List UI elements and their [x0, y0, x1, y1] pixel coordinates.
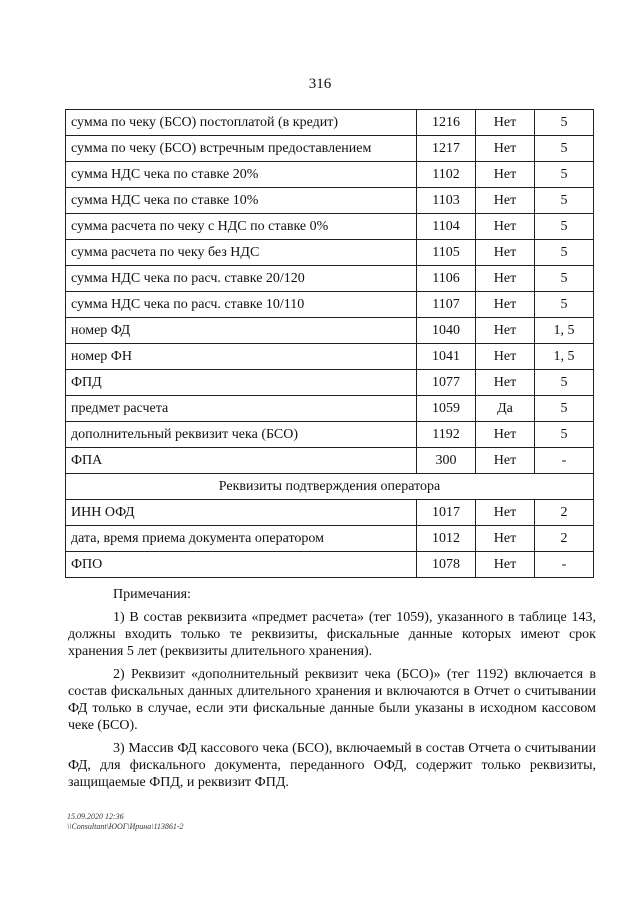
- format-cell: 5: [535, 110, 594, 136]
- table-row: [66, 214, 594, 240]
- table-row: [66, 500, 594, 526]
- requisite-name-cell: сумма по чеку (БСО) постоплатой (в кредит): [66, 110, 417, 136]
- table-row: [66, 266, 594, 292]
- notes-block: [68, 586, 596, 797]
- note-item: 3) Массив ФД кассового чека (БСО), включаемый в состав Отчета о считывании ФД, для фискального документа, переданного ОФД, содержит только реквизиты, защищаемые ФПД, и реквизит ФПД.: [68, 741, 596, 790]
- footer-stamp: [67, 812, 184, 832]
- table-row: [66, 318, 594, 344]
- note-item: 1) В состав реквизита «предмет расчета» (тег 1059), указанного в таблице 143, должны входить только те реквизиты, фискальные данные которых имеют срок хранения 5 лет (реквизиты длительного хранения).: [68, 610, 596, 659]
- footer-path: \\Consultant\ЮОГ\Ирина\113861-2: [67, 822, 184, 831]
- table-row: [66, 370, 594, 396]
- table-row: [66, 396, 594, 422]
- note-item: 2) Реквизит «дополнительный реквизит чека (БСО)» (тег 1192) включается в состав фискальных данных длительного хранения и включаются в Отчет о считывании ФД только в случае, если эти фискальные данные были указаны в исходном кассовом чеке (БСО).: [68, 667, 596, 733]
- format-cell: 1, 5: [535, 344, 594, 370]
- tag-cell: 1104: [417, 214, 476, 240]
- table-row: [66, 110, 594, 136]
- format-cell: 2: [535, 500, 594, 526]
- page-number: 316: [308, 76, 332, 92]
- required-cell: Да: [476, 396, 535, 422]
- required-cell: Нет: [476, 500, 535, 526]
- requisite-name-cell: дата, время приема документа оператором: [66, 526, 417, 552]
- table-row: [66, 292, 594, 318]
- required-cell: Нет: [476, 370, 535, 396]
- requisite-name-cell: сумма НДС чека по ставке 10%: [66, 188, 417, 214]
- requisite-name-cell: ИНН ОФД: [66, 500, 417, 526]
- table-row: [66, 526, 594, 552]
- footer-timestamp: 15.09.2020 12:36: [67, 812, 124, 821]
- format-cell: -: [535, 448, 594, 474]
- format-cell: 2: [535, 526, 594, 552]
- tag-cell: 1217: [417, 136, 476, 162]
- table-row: [66, 188, 594, 214]
- requisite-name-cell: сумма по чеку (БСО) встречным предоставлением: [66, 136, 417, 162]
- requisite-name-cell: сумма НДС чека по расч. ставке 20/120: [66, 266, 417, 292]
- requisites-table: [65, 109, 594, 578]
- required-cell: Нет: [476, 188, 535, 214]
- tag-cell: 1107: [417, 292, 476, 318]
- tag-cell: 1103: [417, 188, 476, 214]
- table-row: [66, 422, 594, 448]
- requisite-name-cell: предмет расчета: [66, 396, 417, 422]
- table-row: [66, 344, 594, 370]
- requisite-name-cell: ФПА: [66, 448, 417, 474]
- format-cell: 5: [535, 136, 594, 162]
- requisite-name-cell: сумма НДС чека по ставке 20%: [66, 162, 417, 188]
- required-cell: Нет: [476, 214, 535, 240]
- requisite-name-cell: номер ФД: [66, 318, 417, 344]
- format-cell: 5: [535, 188, 594, 214]
- section-header-row: [66, 474, 594, 500]
- required-cell: Нет: [476, 552, 535, 578]
- requisite-name-cell: сумма расчета по чеку с НДС по ставке 0%: [66, 214, 417, 240]
- required-cell: Нет: [476, 240, 535, 266]
- table-row: [66, 448, 594, 474]
- requisite-name-cell: сумма НДС чека по расч. ставке 10/110: [66, 292, 417, 318]
- requisite-name-cell: номер ФН: [66, 344, 417, 370]
- requisite-name-cell: сумма расчета по чеку без НДС: [66, 240, 417, 266]
- tag-cell: 1192: [417, 422, 476, 448]
- tag-cell: 1106: [417, 266, 476, 292]
- table-row: [66, 240, 594, 266]
- tag-cell: 1059: [417, 396, 476, 422]
- requisites-table-body: [66, 110, 594, 474]
- required-cell: Нет: [476, 344, 535, 370]
- required-cell: Нет: [476, 292, 535, 318]
- format-cell: 5: [535, 292, 594, 318]
- tag-cell: 1012: [417, 526, 476, 552]
- operator-section: [66, 474, 594, 500]
- required-cell: Нет: [476, 110, 535, 136]
- tag-cell: 1017: [417, 500, 476, 526]
- required-cell: Нет: [476, 136, 535, 162]
- tag-cell: 1040: [417, 318, 476, 344]
- table-row: [66, 552, 594, 578]
- requisite-name-cell: дополнительный реквизит чека (БСО): [66, 422, 417, 448]
- requisite-name-cell: ФПО: [66, 552, 417, 578]
- format-cell: 5: [535, 214, 594, 240]
- format-cell: 1, 5: [535, 318, 594, 344]
- table-row: [66, 162, 594, 188]
- required-cell: Нет: [476, 526, 535, 552]
- format-cell: 5: [535, 266, 594, 292]
- format-cell: 5: [535, 162, 594, 188]
- section-title: Реквизиты подтверждения оператора: [66, 474, 594, 500]
- format-cell: 5: [535, 396, 594, 422]
- format-cell: 5: [535, 422, 594, 448]
- tag-cell: 300: [417, 448, 476, 474]
- tag-cell: 1041: [417, 344, 476, 370]
- operator-section-body: [66, 500, 594, 578]
- tag-cell: 1102: [417, 162, 476, 188]
- format-cell: -: [535, 552, 594, 578]
- notes-heading: Примечания:: [113, 587, 191, 602]
- tag-cell: 1078: [417, 552, 476, 578]
- required-cell: Нет: [476, 448, 535, 474]
- tag-cell: 1077: [417, 370, 476, 396]
- format-cell: 5: [535, 370, 594, 396]
- format-cell: 5: [535, 240, 594, 266]
- tag-cell: 1105: [417, 240, 476, 266]
- required-cell: Нет: [476, 266, 535, 292]
- required-cell: Нет: [476, 422, 535, 448]
- requisite-name-cell: ФПД: [66, 370, 417, 396]
- required-cell: Нет: [476, 162, 535, 188]
- table-row: [66, 136, 594, 162]
- required-cell: Нет: [476, 318, 535, 344]
- tag-cell: 1216: [417, 110, 476, 136]
